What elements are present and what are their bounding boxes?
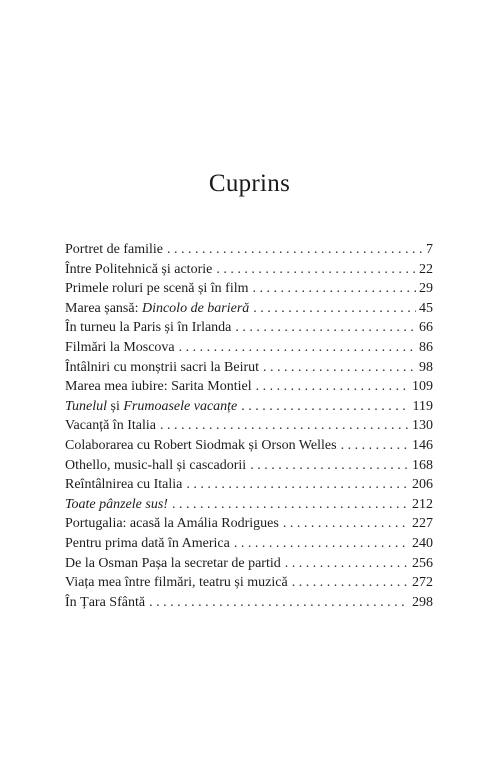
toc-entry-page: 29 bbox=[419, 281, 433, 297]
dot-leader bbox=[235, 318, 416, 338]
toc-entry bbox=[65, 260, 433, 280]
toc-entry-page: 227 bbox=[412, 516, 433, 532]
dot-leader bbox=[186, 475, 409, 495]
toc-entry-title: Portugalia: acasă la Amália Rodrigues bbox=[65, 516, 279, 532]
toc-entry bbox=[65, 593, 433, 613]
toc-entry bbox=[65, 240, 433, 260]
dot-leader bbox=[179, 338, 416, 358]
toc-entry-title: În Țara Sfântă bbox=[65, 594, 146, 610]
toc-entry bbox=[65, 495, 433, 515]
toc-entry bbox=[65, 456, 433, 476]
toc-entry-page: 7 bbox=[426, 242, 433, 257]
toc-entry-page: 98 bbox=[419, 359, 433, 375]
toc-entry-title: În turneu la Paris și în Irlanda bbox=[65, 320, 232, 336]
toc-entry bbox=[65, 573, 433, 593]
toc-entry-page: 45 bbox=[419, 300, 433, 316]
toc-entry-page: 212 bbox=[412, 496, 433, 512]
toc-entry-title: Pentru prima dată în America bbox=[65, 535, 230, 551]
toc-entry bbox=[65, 279, 433, 299]
dot-leader bbox=[253, 299, 416, 319]
toc-entry-title: Colaborarea cu Robert Siodmak și Orson Welles bbox=[65, 437, 337, 453]
toc-entry-title: Întâlniri cu monștrii sacri la Beirut bbox=[65, 359, 260, 375]
dot-leader bbox=[341, 436, 409, 456]
toc-entry-page: 206 bbox=[412, 477, 433, 493]
dot-leader bbox=[285, 554, 409, 574]
toc-entry-title: De la Osman Pașa la secretar de partid bbox=[65, 555, 281, 571]
toc-entry bbox=[65, 299, 433, 319]
table-of-contents bbox=[65, 240, 433, 612]
toc-entry-title: Viața mea între filmări, teatru și muzică bbox=[65, 575, 288, 591]
toc-entry-page: 130 bbox=[412, 418, 433, 434]
dot-leader bbox=[160, 416, 409, 436]
toc-entry-page: 66 bbox=[419, 320, 433, 336]
toc-entry-page: 272 bbox=[412, 575, 433, 591]
toc-entry-title: Primele roluri pe scenă și în film bbox=[65, 281, 249, 297]
toc-entry-page: 298 bbox=[412, 594, 433, 610]
dot-leader bbox=[263, 358, 416, 378]
toc-entry-title: Portret de familie bbox=[65, 242, 163, 257]
toc-entry-title: Tunelul și Frumoasele vacanțe bbox=[65, 398, 238, 414]
toc-entry-title: Marea mea iubire: Sarita Montiel bbox=[65, 379, 252, 395]
toc-entry-page: 109 bbox=[412, 379, 433, 395]
dot-leader bbox=[256, 377, 409, 397]
toc-entry bbox=[65, 338, 433, 358]
dot-leader bbox=[283, 514, 409, 534]
toc-entry-title: Marea șansă: Dincolo de barieră bbox=[65, 300, 250, 316]
page-title: Cuprins bbox=[208, 170, 291, 197]
toc-entry-title: Filmări la Moscova bbox=[65, 339, 175, 355]
toc-entry-title: Othello, music-hall și cascadorii bbox=[65, 457, 247, 473]
toc-entry-page: 119 bbox=[412, 398, 433, 414]
dot-leader bbox=[172, 495, 409, 515]
toc-entry bbox=[65, 554, 433, 574]
dot-leader bbox=[149, 593, 409, 613]
toc-entry-page: 146 bbox=[412, 437, 433, 453]
dot-leader bbox=[250, 456, 409, 476]
toc-entry-page: 240 bbox=[412, 535, 433, 551]
toc-entry-page: 168 bbox=[412, 457, 433, 473]
toc-entry bbox=[65, 514, 433, 534]
toc-entry bbox=[65, 416, 433, 436]
toc-entry bbox=[65, 534, 433, 554]
toc-entry-title: Toate pânzele sus! bbox=[65, 496, 168, 512]
toc-entry-title: Vacanță în Italia bbox=[65, 418, 156, 434]
toc-entry bbox=[65, 436, 433, 456]
dot-leader bbox=[216, 260, 416, 280]
dot-leader bbox=[234, 534, 409, 554]
toc-entry bbox=[65, 475, 433, 495]
toc-entry bbox=[65, 318, 433, 338]
toc-entry-title: Reîntâlnirea cu Italia bbox=[65, 477, 183, 493]
toc-entry-page: 86 bbox=[419, 339, 433, 355]
toc-entry bbox=[65, 377, 433, 397]
dot-leader bbox=[241, 397, 409, 417]
dot-leader bbox=[292, 573, 409, 593]
toc-entry-page: 22 bbox=[419, 261, 433, 277]
dot-leader bbox=[167, 240, 423, 260]
toc-entry bbox=[65, 358, 433, 378]
toc-entry-page: 256 bbox=[412, 555, 433, 571]
toc-entry bbox=[65, 397, 433, 417]
toc-entry-title: Între Politehnică și actorie bbox=[65, 261, 213, 277]
dot-leader bbox=[253, 279, 416, 299]
